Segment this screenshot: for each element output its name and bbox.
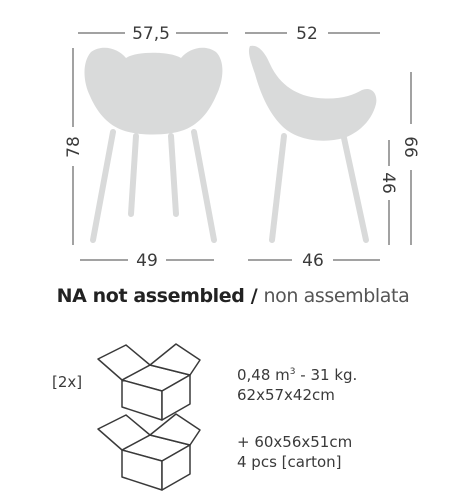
seat-height-label: 46 xyxy=(378,172,398,194)
total-height-label: 78 xyxy=(64,136,84,158)
front-width-label: 57,5 xyxy=(132,24,170,44)
package-2-pieces: 4 pcs [carton] xyxy=(237,453,342,471)
assembly-separator: / xyxy=(244,285,264,307)
package-1-specs xyxy=(237,362,357,405)
package-2-specs xyxy=(237,432,352,472)
front-leg-right xyxy=(194,132,214,240)
front-leg-left xyxy=(93,132,113,240)
side-total-height-label: 66 xyxy=(400,136,420,158)
assembly-code: NA not assembled xyxy=(56,285,245,307)
carton-box-icon xyxy=(98,344,200,420)
front-leg-center-left xyxy=(131,136,136,214)
front-view-chair xyxy=(85,48,223,240)
front-chair-shell xyxy=(85,48,223,135)
assembly-translation: non assemblata xyxy=(263,285,410,307)
package-1-volume-weight: 0,48 $m^3 - 31$ kg. xyxy=(237,366,358,384)
front-leg-span-label: 49 xyxy=(136,251,158,271)
side-leg-front xyxy=(344,138,366,240)
package-1-size: 62x57x42cm xyxy=(237,386,335,404)
package-quantity: [2x] xyxy=(52,373,83,391)
package-2-size: + 60x56x51cm xyxy=(237,433,353,451)
side-leg-back xyxy=(272,136,284,240)
carton-box-icon xyxy=(98,414,200,490)
front-leg-center-right xyxy=(171,136,176,214)
side-chair-shell xyxy=(249,46,376,141)
side-view-chair xyxy=(249,46,376,240)
side-depth-label: 52 xyxy=(296,24,318,44)
side-leg-span-label: 46 xyxy=(302,251,324,271)
assembly-note xyxy=(0,285,466,307)
